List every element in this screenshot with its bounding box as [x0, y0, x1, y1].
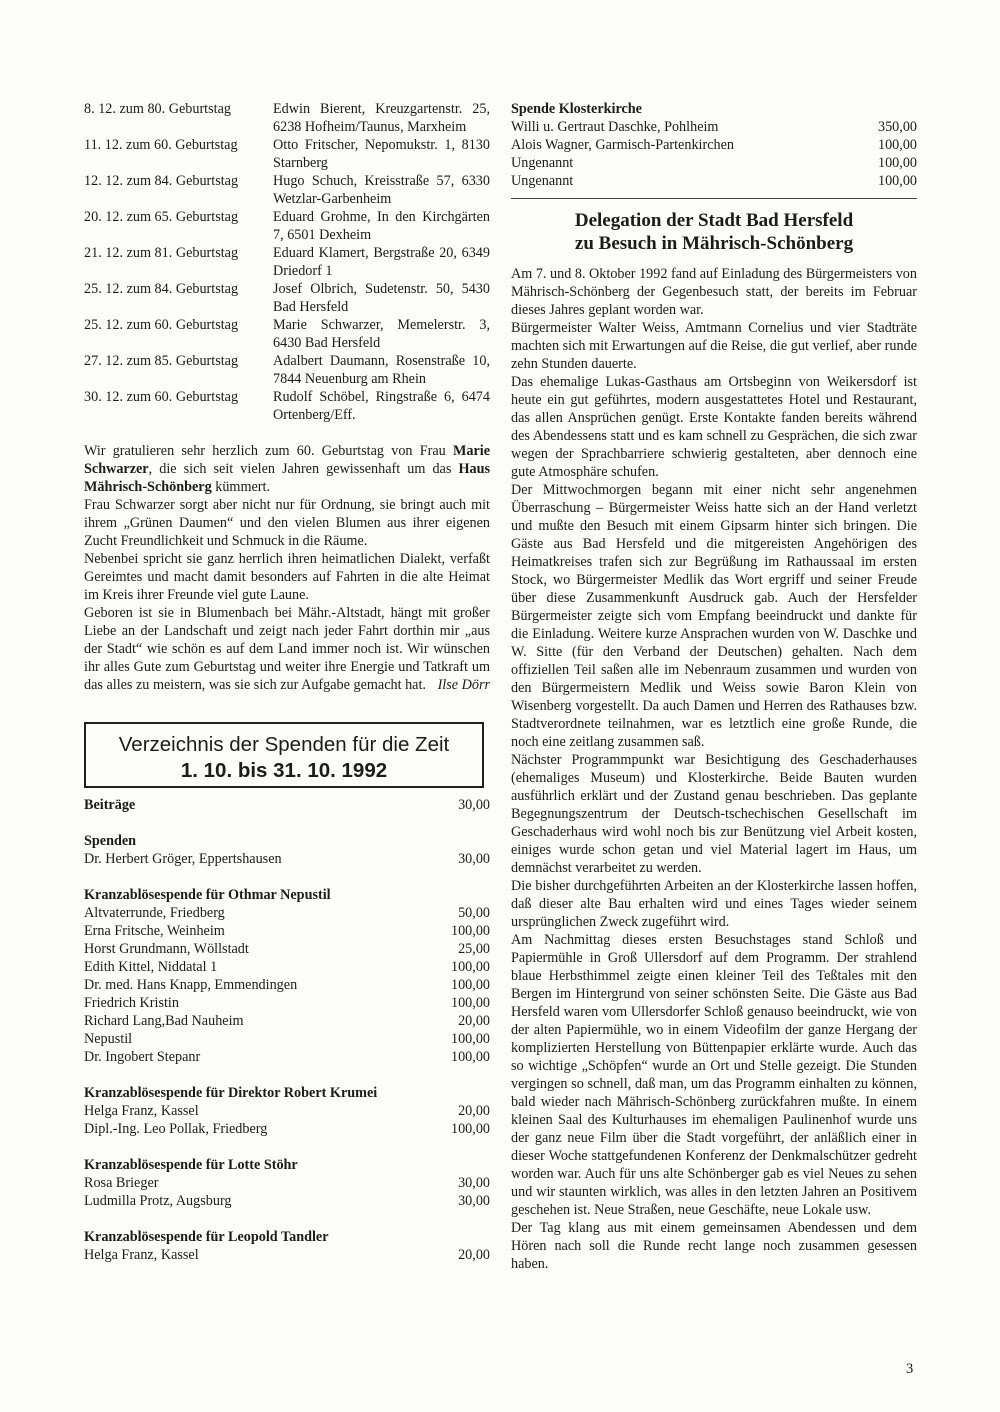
spacer: [84, 814, 490, 832]
birthday-entry: [84, 352, 490, 388]
donor-name: Edith Kittel, Niddatal 1: [84, 959, 218, 975]
article-paragraph: Am Nachmittag dieses ersten Besuchstages stand Schloß und Papiermühle in Groß Ullersdorf auf dem Programm. Der strahlend blaue Herbsthimmel zeigte einen kleiner Teil des Teßtales mit den Bergen im Hintergrund von seiner schönsten Seite. Die Gäste aus Bad Hersfeld waren vom Ullersdorfer Schloß genauso beeindruckt, wie von der alten Papiermühle, wo in einem Videofilm der ganze Hergang der komplizierten Herstellung von Büttenpapier erklärte wurde. Auch das so wichtige „Schöpfen“ wurde an Ort und Stelle gezeigt. Die Stunden vergingen so schnell, daß man, um das Programm einhalten zu können, bald wieder nach Mährisch-Schönberg zurückfahren mußte. In einem kleinen Saal des Kulturhauses im ehemaligen Paulinenhof wurde uns der ganz neue Film über die Stadt vorgeführt, der anläßlich einer in dieser Woche stattgefundenen Konferenz der Denkmalschützer gedreht worden war. Auch für uns alte Schönberger gab es viel Neues zu sehen und wir staunten wirklich, was alles in den letzten Jahren an Positivem geschehen ist. Neue Straßen, neue Geschäfte, neue Lokale usw.: [511, 932, 917, 1218]
donation-group-title: Spenden: [84, 833, 137, 849]
donation-row: [84, 1012, 490, 1030]
donation-amount: 100,00: [450, 1121, 490, 1137]
donation-amount: 100,00: [450, 995, 490, 1011]
donation-row: [84, 976, 490, 994]
donor-name: Horst Grundmann, Wöllstadt: [84, 941, 249, 957]
article-title: [511, 209, 917, 255]
article-title-line2: zu Besuch in Mährisch-Schönberg: [574, 233, 854, 254]
donation-amount: 100,00: [877, 155, 917, 171]
congrats-paragraph-4: [84, 604, 490, 694]
article-paragraph: Der Mittwochmorgen begann mit einer nicht sehr angenehmen Überraschung – Bürgermeister Weiss hatte sich an der Hand verletzt und mußte den Besuch mit einem Gipsarm hinter sich bringen. Die Gäste aus Bad Hersfeld und die mitgereisten Angehörigen des Heimatkreises trafen sich zur Begrüßung im Rathaussaal im ersten Stock, wo Bürgermeister Medlik das Wort ergriff und seiner Freude über diese Zusammenkunft Ausdruck gab. Auch der Hersfelder Bürgermeister zeigte sich vom Empfang beeindruckt und dankte für die Einladung. Weitere kurze Ansprachen wurden von W. Daschke und W. Sitte (für den Verband der Deutschen) gehalten. Nach dem offiziellen Teil saßen alle im Nebenraum zusammen und wurden von den Bürgermeistern Medlik und Weiss sowie Baron Klein von Wisenberg vorgestellt. Da auch Damen und Herren des Rathauses bzw. Stadtverordnete teilnahmen, war es letztlich eine große Runde, die noch eine zeitlang zusammen saß.: [511, 482, 917, 750]
donation-row: [84, 1174, 490, 1192]
donor-name: Dr. Ingobert Stepanr: [84, 1049, 201, 1065]
birthday-entry: [84, 280, 490, 316]
kloster-list: [511, 118, 917, 190]
donation-groups: [84, 814, 490, 1264]
donor-name: Dr. med. Hans Knapp, Emmendingen: [84, 977, 298, 993]
donation-row: [84, 958, 490, 976]
donor-name: Friedrich Kristin: [84, 995, 179, 1011]
donation-row: [511, 118, 917, 136]
congrats-paragraph-1: [84, 442, 490, 496]
donation-amount: 100,00: [450, 959, 490, 975]
donation-amount: 30,00: [458, 1193, 490, 1209]
birthday-date: 12. 12. zum 84. Geburtstag: [84, 173, 239, 189]
donation-amount: 25,00: [458, 941, 490, 957]
donor-name: Helga Franz, Kassel: [84, 1247, 199, 1263]
birthday-name-address: Rudolf Schöbel, Ringstraße 6, 6474 Ortenberg/Eff.: [273, 389, 490, 423]
donation-amount: 20,00: [458, 1013, 490, 1029]
birthday-date: 20. 12. zum 65. Geburtstag: [84, 209, 239, 225]
honoree-name: Marie Schwarzer: [84, 443, 490, 477]
donation-row: [84, 850, 490, 868]
donor-name: Ludmilla Protz, Augsburg: [84, 1193, 232, 1209]
donor-name: Willi u. Gertraut Daschke, Pohlheim: [511, 119, 719, 135]
birthday-name-address: Otto Fritscher, Nepomukstr. 1, 8130 Starnberg: [273, 137, 490, 171]
birthday-entry: [84, 244, 490, 280]
article-body: [511, 265, 917, 1273]
house-name: Haus Mährisch-Schönberg: [84, 461, 490, 495]
kloster-title: Spende Klosterkirche: [511, 101, 642, 117]
donation-row: [84, 1192, 490, 1210]
congrats-text: , die sich seit vielen Jahren gewissenhaft um das: [148, 461, 459, 477]
donation-row: [511, 136, 917, 154]
right-column: [511, 100, 917, 1273]
donation-amount: 50,00: [458, 905, 490, 921]
birthday-name-address: Edwin Bierent, Kreuzgartenstr. 25, 6238 Hofheim/Taunus, Marxheim: [273, 101, 490, 135]
donation-group-title: Kranzablösespende für Othmar Nepustil: [84, 887, 331, 903]
page-number: 3: [906, 1361, 914, 1377]
article-paragraph: Die bisher durchgeführten Arbeiten an der Klosterkirche lassen hoffen, daß dieser alte Bau erhalten wird und eines Tages wieder seinem ursprünglichen Zweck zugeführt wird.: [511, 878, 917, 930]
donor-name: Rosa Brieger: [84, 1175, 159, 1191]
divider: [511, 198, 917, 199]
donation-row: [84, 1246, 490, 1264]
donation-row: [84, 940, 490, 958]
birthday-name-address: Adalbert Daumann, Rosenstraße 10, 7844 Neuenburg am Rhein: [273, 353, 490, 387]
donation-amount: 20,00: [458, 1103, 490, 1119]
article-paragraph: Das ehemalige Lukas-Gasthaus am Ortsbeginn von Weikersdorf ist heute ein gut geführtes, modern ausgestattetes Hotel und Restaurant, das allen Ansprüchen genügt. Erste Kontakte fanden bereits während des Abendessens statt und es kam schnell zu Gesprächen, die sich zwar wegen der Sprachbarriere schwierig gestalteten, aber dennoch eine gute Atmosphäre schufen.: [511, 374, 917, 480]
donor-name: Erna Fritsche, Weinheim: [84, 923, 225, 939]
donation-amount: 30,00: [458, 851, 490, 867]
donation-amount: 100,00: [450, 1031, 490, 1047]
donation-group-title: Kranzablösespende für Lotte Stöhr: [84, 1157, 298, 1173]
spacer: [84, 1138, 490, 1156]
birthday-entry: [84, 316, 490, 352]
donor-name: Alois Wagner, Garmisch-Partenkirchen: [511, 137, 734, 153]
beitraege-row: [84, 796, 490, 814]
beitraege-label: Beiträge: [84, 797, 136, 813]
spacer: [84, 1210, 490, 1228]
donation-row: [511, 172, 917, 190]
birthday-entry: [84, 136, 490, 172]
article-paragraph: Am 7. und 8. Oktober 1992 fand auf Einladung des Bürgermeisters von Mährisch-Schönberg der Gegenbesuch statt, der bereits im Februar dieses Jahres geplant worden war.: [511, 266, 917, 318]
article-paragraph: Bürgermeister Walter Weiss, Amtmann Cornelius und vier Stadträte machten sich mit Erwartungen auf die Reise, die gut verlief, aber runde zehn Stunden dauerte.: [511, 320, 917, 372]
birthday-date: 25. 12. zum 60. Geburtstag: [84, 317, 239, 333]
birthday-date: 21. 12. zum 81. Geburtstag: [84, 245, 239, 261]
congrats-text: kümmert.: [211, 479, 271, 495]
birthday-entry: [84, 388, 490, 424]
congrats-paragraph-2: Frau Schwarzer sorgt aber nicht nur für Ordnung, sie bringt auch mit ihrem „Grünen Daumen“ und den vielen Blumen aus ihrer eigenen Zucht Freundlichkeit und Schmuck in die Räume.: [84, 497, 490, 549]
article-title-line1: Delegation der Stadt Bad Hersfeld: [574, 210, 854, 231]
birthday-date: 11. 12. zum 60. Geburtstag: [84, 137, 238, 153]
donation-amount: 30,00: [458, 1175, 490, 1191]
author-signature: Ilse Dörr: [437, 677, 490, 693]
congrats-text: Wir gratulieren sehr herzlich zum 60. Geburtstag von Frau: [84, 443, 453, 459]
congrats-text: Geboren ist sie in Blumenbach bei Mähr.-Altstadt, hängt mit großer Liebe an der Landschaft und zeigt nach jeder Fahrt dorthin mir „aus der Stadt“ wie schön es auf dem Land immer noch ist. Wir wünschen ihr alles Gute zum Geburtstag und weiter ihre Energie und Tatkraft um das alles zu meistern, was sie sich zur Aufgabe gemacht hat.: [84, 605, 490, 693]
donations-title-box: [84, 722, 484, 788]
birthday-date: 8. 12. zum 80. Geburtstag: [84, 101, 231, 117]
birthday-date: 25. 12. zum 84. Geburtstag: [84, 281, 239, 297]
donor-name: Nepustil: [84, 1031, 133, 1047]
donor-name: Dipl.-Ing. Leo Pollak, Friedberg: [84, 1121, 268, 1137]
birthday-entry: [84, 172, 490, 208]
birthday-date: 27. 12. zum 85. Geburtstag: [84, 353, 239, 369]
birthday-date: 30. 12. zum 60. Geburtstag: [84, 389, 239, 405]
spacer: [84, 1066, 490, 1084]
left-column: [84, 100, 490, 1264]
article-paragraph: Der Tag klang aus mit einem gemeinsamen Abendessen und dem Hören nach soll die Runde recht lange noch zusammen gesessen haben.: [511, 1220, 917, 1272]
donations-title-line2: 1. 10. bis 31. 10. 1992: [180, 759, 388, 782]
donation-amount: 100,00: [450, 923, 490, 939]
donation-group-title: Kranzablösespende für Direktor Robert Krumei: [84, 1085, 378, 1101]
donation-amount: 20,00: [458, 1247, 490, 1263]
donation-amount: 100,00: [877, 173, 917, 189]
donation-row: [511, 154, 917, 172]
donation-row: [84, 904, 490, 922]
congrats-paragraph-3: Nebenbei spricht sie ganz herrlich ihren heimatlichen Dialekt, verfaßt Gereimtes und macht damit besonders auf Fahrten in die alte Heimat im Kreis ihrer Freunde viel gute Laune.: [84, 551, 490, 603]
donation-row: [84, 1102, 490, 1120]
beitraege-amount: 30,00: [458, 797, 490, 813]
donation-amount: 100,00: [877, 137, 917, 153]
donation-amount: 100,00: [450, 977, 490, 993]
donor-name: Richard Lang,Bad Nauheim: [84, 1013, 244, 1029]
donations-title-line1: Verzeichnis der Spenden für die Zeit: [118, 733, 450, 756]
donation-row: [84, 994, 490, 1012]
donor-name: Dr. Herbert Gröger, Eppertshausen: [84, 851, 282, 867]
birthday-name-address: Eduard Klamert, Bergstraße 20, 6349 Driedorf 1: [273, 245, 490, 279]
birthday-entry: [84, 208, 490, 244]
donation-row: [84, 1048, 490, 1066]
spacer: [84, 868, 490, 886]
donation-group-title: Kranzablösespende für Leopold Tandler: [84, 1229, 329, 1245]
birthday-entry: [84, 100, 490, 136]
donation-amount: 350,00: [877, 119, 917, 135]
birthday-name-address: Eduard Grohme, In den Kirchgärten 7, 6501 Dexheim: [273, 209, 490, 243]
birthday-list: [84, 100, 490, 424]
donor-name: Helga Franz, Kassel: [84, 1103, 199, 1119]
birthday-name-address: Hugo Schuch, Kreisstraße 57, 6330 Wetzlar-Garbenheim: [273, 173, 490, 207]
donation-row: [84, 922, 490, 940]
donor-name: Altvaterrunde, Friedberg: [84, 905, 225, 921]
donation-row: [84, 1120, 490, 1138]
birthday-name-address: Josef Olbrich, Sudetenstr. 50, 5430 Bad Hersfeld: [273, 281, 490, 315]
donation-row: [84, 1030, 490, 1048]
article-paragraph: Nächster Programmpunkt war Besichtigung des Geschaderhauses (ehemaliges Museum) und Klosterkirche. Beide Bauten wurden ausführlich erklärt und der Zustand genau beschrieben. Das geplante Begegnungszentrum der Deutsch-tschechischen Gesellschaft im Geschaderhaus wird wohl noch bis zur Benützung viel Arbeit kosten, einiges wurde schon getan und viel Material lagert im Haus, um demnächst verarbeitet zu werden.: [511, 752, 917, 876]
donor-name: Ungenannt: [511, 173, 574, 189]
donor-name: Ungenannt: [511, 155, 574, 171]
birthday-name-address: Marie Schwarzer, Memelerstr. 3, 6430 Bad Hersfeld: [273, 317, 490, 351]
donation-amount: 100,00: [450, 1049, 490, 1065]
